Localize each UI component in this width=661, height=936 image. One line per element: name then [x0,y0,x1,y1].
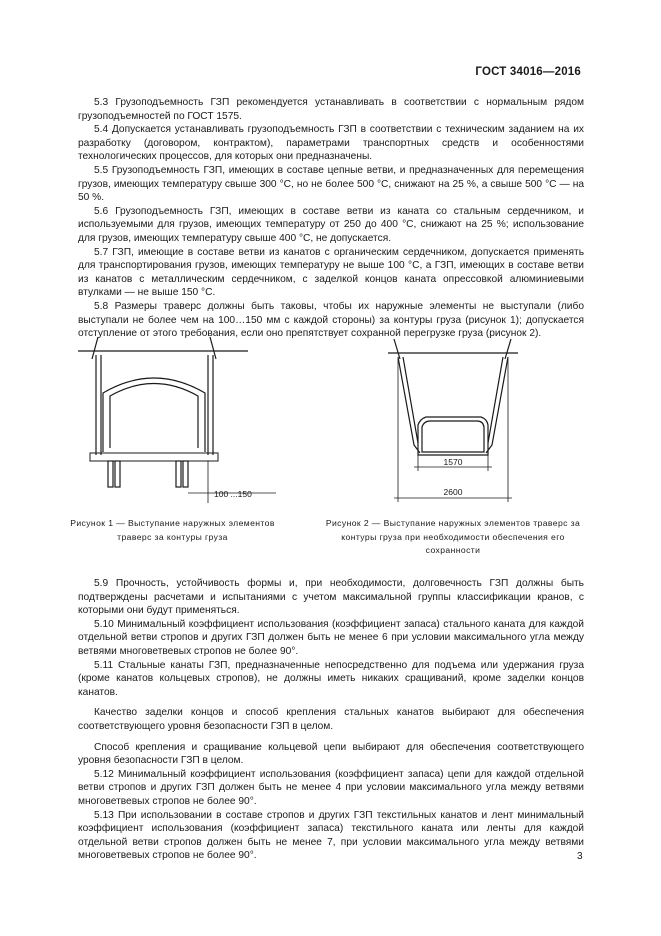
paragraph-5-7: 5.7 ГЗП, имеющие в составе ветви из канатов с органическим сердечником, допускается применять для транспортирования грузов, имеющих температуру не выше 100 °С, а ГЗП, имеющих в составе ветви из канатов с металлическим сердечником, с заделкой концов каната опрессовкой алюминиевыми втулками — не выше 150 °С. [78,246,584,299]
paragraph-5-10: 5.10 Минимальный коэффициент использования (коэффициент запаса) стального каната для каждой отдельной ветви стропов и других ГЗП должен быть не менее 6 при условии максимального угла между ветвями многоветвевых стропов не более 90°. [78,618,584,657]
figure-1-caption: Рисунок 1 — Выступание наружных элементов траверс за контуры груза [70,518,275,542]
paragraph-5-4: 5.4 Допускается устанавливать грузоподъемность ГЗП в соответствии с техническим заданием на их разработку (договором, контрактом), параметрами транспортных средств и особенностями технологических процессов, для которых они предназначены. [78,124,584,163]
figure-2-inner-dimension: 1570 [443,457,463,467]
paragraph-rope-termination: Качество заделки концов и способ крепления стальных канатов выбирают для обеспечения соответствующего уровня безопасности ГЗП в целом. [78,707,584,732]
paragraph-5-12: 5.12 Минимальный коэффициент использования (коэффициент запаса) цепи для каждой отдельной ветви стропов и других ГЗП должен быть не менее 4 при условии максимального угла между ветвями многоветвевых стропов не более 90°. [78,768,584,807]
figure-1-drawing [78,335,278,505]
paragraph-5-8: 5.8 Размеры траверс должны быть таковы, чтобы их наружные элементы не выступали (либо выступали не более чем на 100…150 мм с каждой стороны) за контуры груза (рисунок 1); допускается отступление от этого требования, если оно препятствует сохранной перегрузке груза (рисунок 2). [78,300,584,340]
figure-2-outer-dimension: 2600 [443,487,463,497]
paragraph-5-13: 5.13 При использовании в составе стропов и других ГЗП текстильных канатов и лент минимальный коэффициент использования (коэффициент запаса) текстильного каната или ленты для каждой отдельной ветви стропов должен быть не менее 7, при условии максимального угла между ветвями многоветвевых стропов не более 90°. [78,809,584,862]
paragraph-5-11: 5.11 Стальные канаты ГЗП, предназначенные непосредственно для подъема или удержания груза (кроме канатов кольцевых стропов), не должны иметь никаких сращиваний, кроме заделки концов канатов. [78,659,584,698]
page-number: 3 [577,851,583,862]
text-block-bottom [78,577,584,863]
figure-1-dimension-label: 100 ...150 [214,489,252,499]
paragraph-5-9: 5.9 Прочность, устойчивость формы и, при необходимости, долговечность ГЗП должны быть подтверждены расчетами и испытаниями с учетом максимальной группы классификации кранов, с которыми они будут применяться. [78,578,584,617]
figure-2-drawing [378,335,533,505]
paragraph-5-3: 5.3 Грузоподъемность ГЗП рекомендуется устанавливать в соответствии с нормальным рядом грузоподъемностей по ГОСТ 1575. [78,97,584,122]
paragraph-5-5: 5.5 Грузоподъемность ГЗП, имеющих в составе цепные ветви, и предназначенных для перемещения грузов, имеющих температуру свыше 300 °С, но не более 500 °С, снижают на 25 %, а свыше 500 °С — на 50 %. [78,164,584,204]
paragraph-chain-joining: Способ крепления и сращивание кольцевой цепи выбирают для обеспечения соответствующего уровня безопасности ГЗП в целом. [78,741,584,767]
text-block-top [78,96,584,341]
document-id: ГОСТ 34016—2016 [475,66,581,78]
figure-2-caption: Рисунок 2 — Выступание наружных элементов траверс за контуры груза при необходимости обеспечения его сохранности [325,518,581,555]
paragraph-5-6: 5.6 Грузоподъемность ГЗП, имеющих в составе ветви из каната со стальным сердечником, и используемыми для грузов, имеющих температуру от 250 до 400 °С, снижают на 25 %; использование для грузов, имеющих температуру свыше 400 °С, не допускается. [78,205,584,244]
